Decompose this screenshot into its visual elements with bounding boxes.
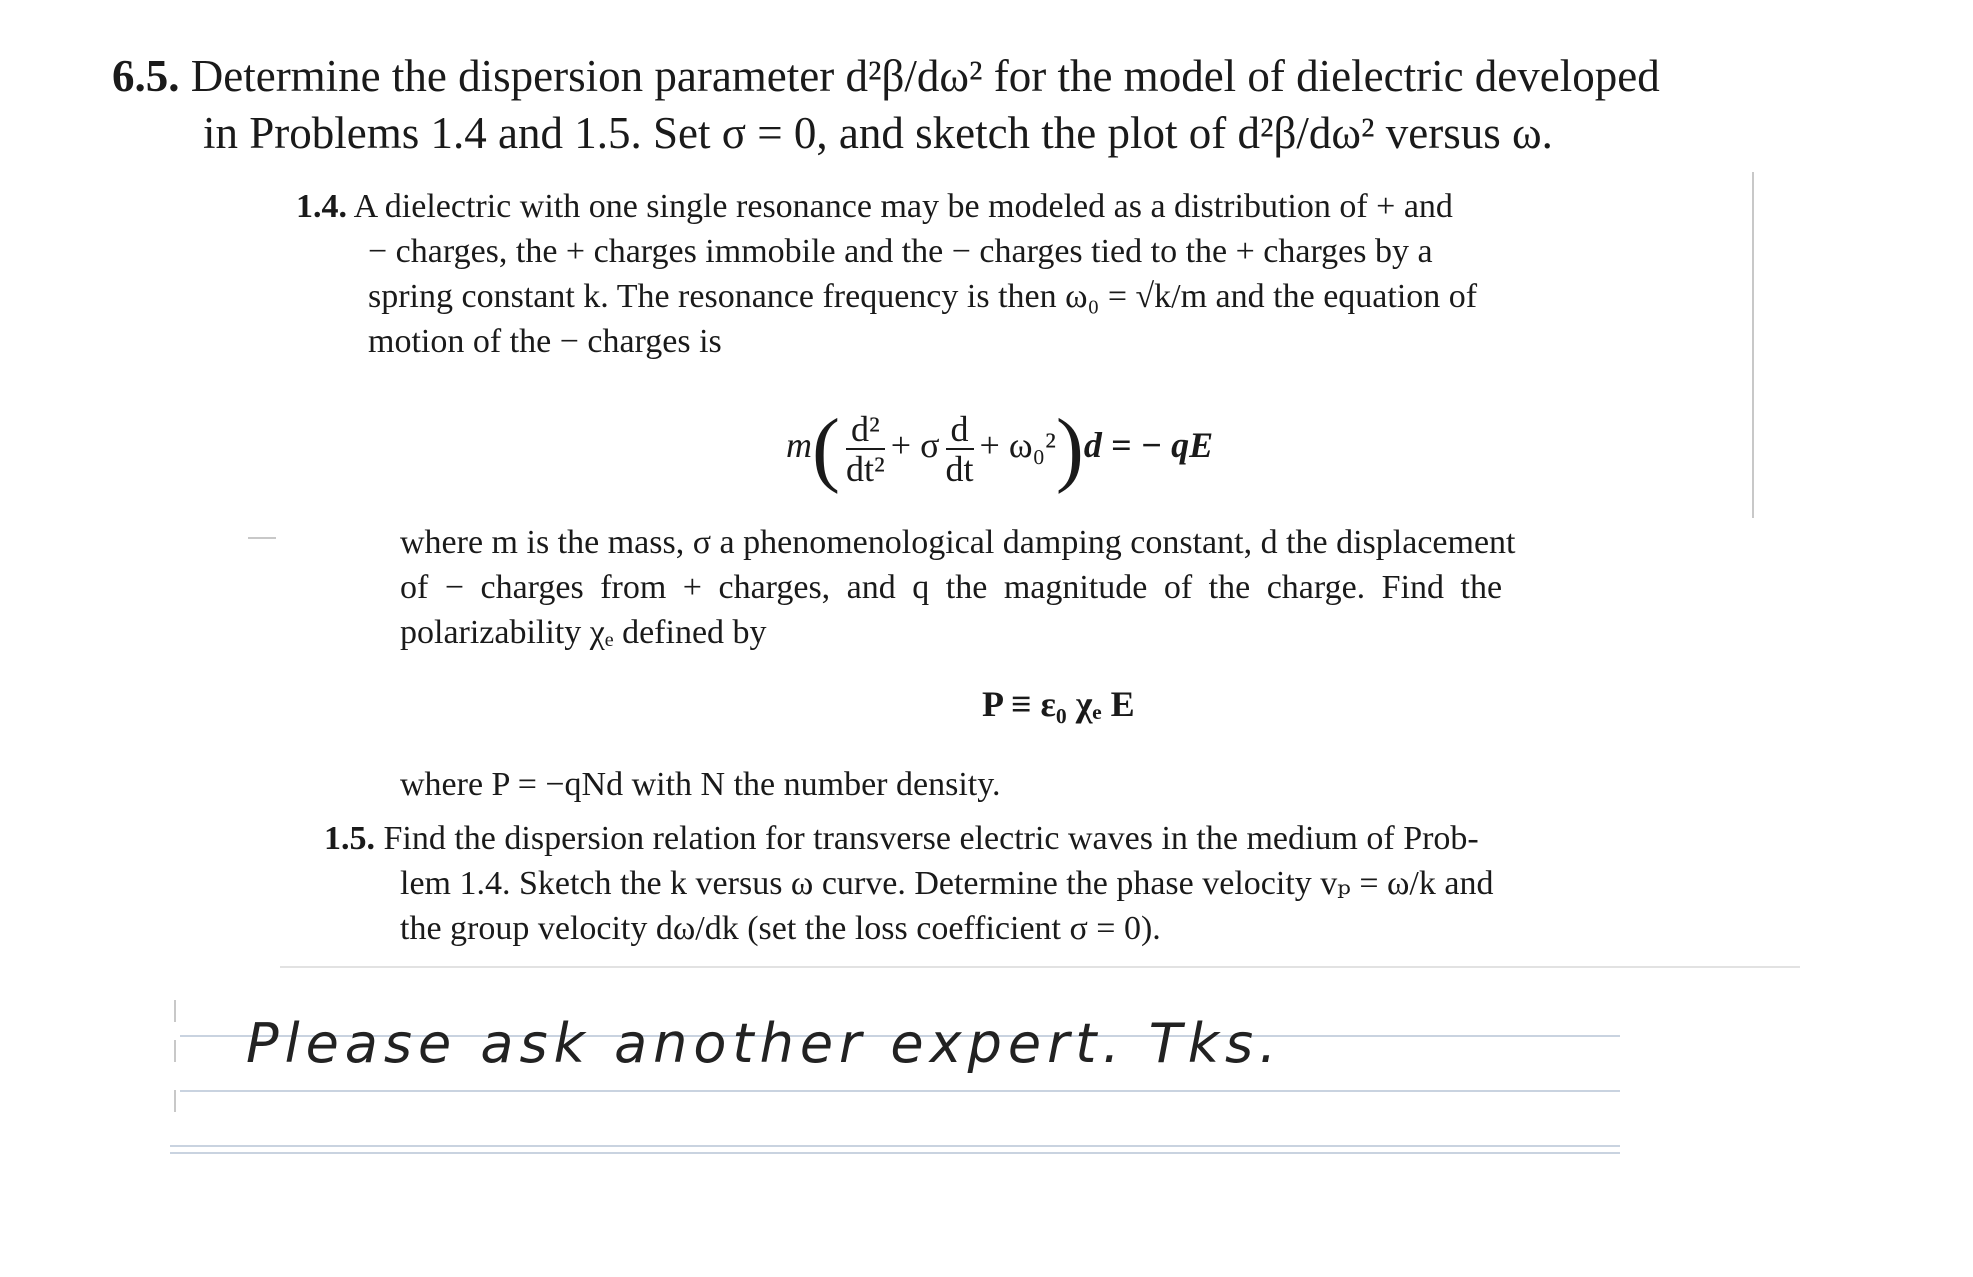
problem-text-1: Determine the dispersion parameter d²β/dω² for the model of dielectric developed <box>190 51 1660 101</box>
polarizability-equation: P ≡ ε₀ χₑ E <box>982 684 1135 724</box>
eq-left-paren: ( <box>812 402 840 495</box>
p14-desc-4: where P = −qNd with N the number density. <box>400 766 1001 803</box>
scan-edge-line <box>1752 172 1754 518</box>
p14-desc-2: of − charges from + charges, and q the magnitude of the charge. Find the <box>400 569 1503 606</box>
p14-text-4: motion of the − charges is <box>368 323 722 360</box>
eq-rhs: d = − qE <box>1083 424 1214 465</box>
p14-desc-3: polarizability χₑ defined by <box>400 614 767 651</box>
p15-text-1: Find the dispersion relation for transverse electric waves in the medium of Prob- <box>383 820 1479 857</box>
problem-text-2: in Problems 1.4 and 1.5. Set σ = 0, and sketch the plot of d²β/dω² versus ω. <box>203 108 1553 158</box>
p14-desc-1: where m is the mass, σ a phenomenological damping constant, d the displacement <box>400 524 1516 561</box>
eq-mass: m <box>786 424 812 465</box>
handwritten-note: Please ask another expert. Tks. <box>246 1012 1283 1075</box>
p15-text-2: lem 1.4. Sketch the k versus ω curve. Determine the phase velocity vₚ = ω/k and <box>400 865 1494 902</box>
eq-plus-sigma: + σ <box>890 424 940 465</box>
margin-tick-2 <box>174 1040 176 1062</box>
p15-text-3: the group velocity dω/dk (set the loss coefficient σ = 0). <box>400 910 1161 947</box>
p14-text-1: A dielectric with one single resonance may be modeled as a distribution of + and <box>353 188 1453 225</box>
separator-line <box>280 966 1800 968</box>
margin-tick-1 <box>174 1000 176 1022</box>
ruled-line-3 <box>170 1145 1620 1147</box>
scan-margin-mark <box>248 537 276 539</box>
p14-number: 1.4. <box>296 188 347 225</box>
p15-line-1 <box>324 816 1493 861</box>
eq-omega-term: + ω₀² <box>979 424 1056 465</box>
equation-of-motion <box>786 400 1213 497</box>
eq-first-derivative <box>946 410 974 488</box>
problem-1-4 <box>296 184 1477 364</box>
margin-tick-3 <box>174 1090 176 1112</box>
p14-text-3: spring constant k. The resonance frequency is then ω₀ = √k/m and the equation of <box>368 278 1478 315</box>
eq-den-1: dt² <box>845 448 885 489</box>
p15-number: 1.5. <box>324 820 375 857</box>
problem-statement <box>112 48 1660 162</box>
problem-line-1 <box>112 48 1660 105</box>
ruled-line-4 <box>170 1152 1620 1154</box>
p14-description <box>400 520 1516 655</box>
eq-num-1: d² <box>846 410 885 450</box>
ruled-line-2 <box>180 1090 1620 1092</box>
problem-1-5 <box>324 816 1493 951</box>
eq-den-2: dt <box>945 448 974 489</box>
p14-line-1 <box>296 184 1477 229</box>
eq-num-2: d <box>946 410 974 450</box>
eq-second-derivative <box>846 410 885 488</box>
eq-right-paren: ) <box>1055 402 1084 495</box>
problem-number: 6.5. <box>112 51 180 101</box>
p14-text-2: − charges, the + charges immobile and the − charges tied to the + charges by a <box>368 233 1433 270</box>
